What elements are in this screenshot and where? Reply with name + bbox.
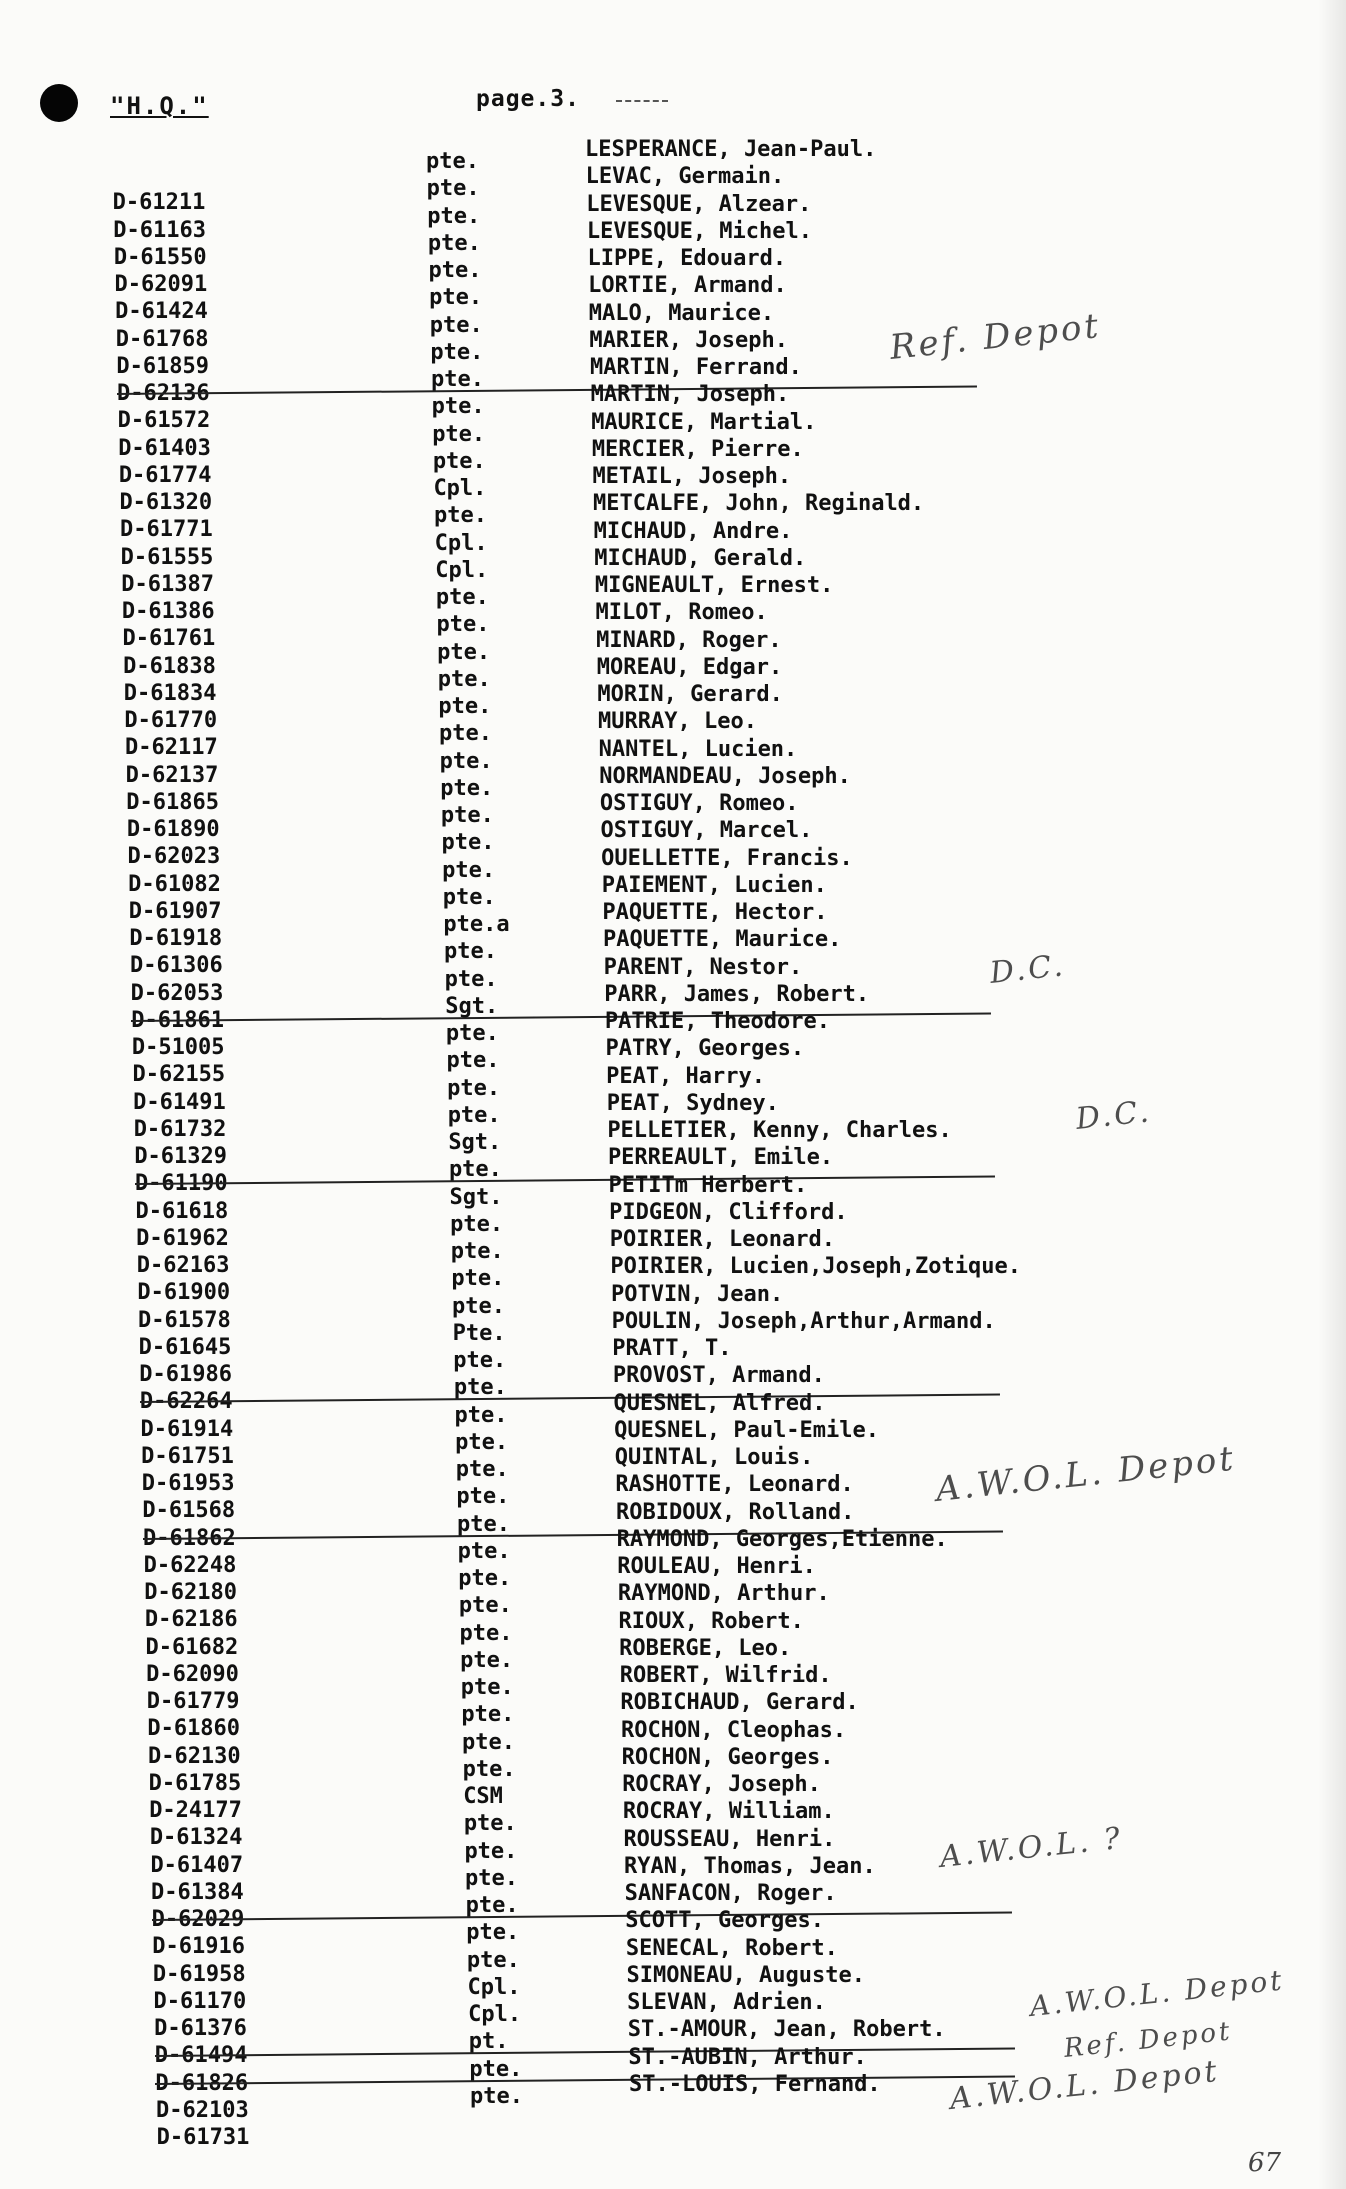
service-number: D-61491: [133, 1089, 226, 1115]
rank: CSM: [463, 1784, 503, 1809]
soldier-name: MICHAUD, Andre.: [593, 518, 793, 544]
service-number: D-61907: [128, 898, 222, 924]
service-number: D-62053: [130, 980, 224, 1006]
soldier-name: LEVESQUE, Michel.: [586, 218, 813, 244]
service-number: D-61751: [141, 1443, 234, 1469]
rank: pte.: [426, 149, 479, 174]
soldier-name: MIGNEAULT, Ernest.: [594, 573, 834, 598]
handwritten-note: A.W.O.L. ?: [938, 1820, 1125, 1875]
rank: Sgt.: [448, 1130, 502, 1155]
service-number: D-62103: [156, 2097, 249, 2123]
rank: pte.: [430, 367, 484, 392]
service-number: D-61916: [152, 1934, 246, 1960]
service-number: D-61770: [124, 708, 218, 733]
soldier-name: QUESNEL, Alfred.: [613, 1390, 826, 1416]
service-number: D-61861: [131, 1007, 224, 1033]
soldier-name: RIOUX, Robert.: [618, 1608, 804, 1634]
rank: pte.: [469, 2056, 523, 2082]
rank: pte.: [452, 1293, 506, 1319]
rank: pte.: [459, 1620, 513, 1646]
soldier-name: POULIN, Joseph,Arthur,Armand.: [611, 1308, 996, 1334]
rank: pte.: [466, 1947, 520, 1973]
handwritten-note: Ref. Depot: [887, 305, 1103, 368]
service-number: D-61387: [121, 571, 215, 597]
service-number: D-61862: [143, 1525, 236, 1551]
service-number: D-61771: [120, 517, 213, 543]
soldier-name: MERCIER, Pierre.: [591, 436, 804, 462]
soldier-name: POIRIER, Leonard.: [609, 1227, 835, 1252]
service-number: D-61768: [115, 326, 209, 352]
rank: Cpl.: [434, 530, 488, 556]
soldier-name: ROUSSEAU, Henri.: [623, 1826, 836, 1852]
rank: pte.: [455, 1429, 509, 1455]
handwritten-note: D.C.: [988, 948, 1068, 991]
soldier-name: LEVESQUE, Alzear.: [586, 191, 812, 217]
service-number: D-61962: [136, 1225, 229, 1251]
service-number: D-61403: [118, 435, 211, 461]
service-number: D-62090: [146, 1661, 239, 1687]
soldier-name: SCOTT, Georges.: [625, 1908, 824, 1934]
soldier-name: LORTIE, Armand.: [588, 273, 787, 299]
soldier-name: OUELLETTE, Francis.: [601, 845, 853, 871]
service-number: D-61424: [115, 299, 208, 325]
soldier-name: NORMANDEAU, Joseph.: [599, 763, 851, 789]
soldier-name: ST.-LOUIS, Fernand.: [629, 2071, 881, 2097]
service-number: D-61731: [156, 2125, 250, 2150]
service-number: D-61376: [154, 2016, 247, 2041]
rank: pte.a: [443, 912, 510, 937]
rank: pte.: [453, 1348, 507, 1373]
soldier-name: MILOT, Romeo.: [595, 600, 768, 626]
service-number: D-61779: [146, 1689, 240, 1714]
rank: pte.: [441, 830, 495, 856]
soldier-name: LEVAC, Germain.: [585, 164, 785, 190]
soldier-name: PATRIE, Theodore.: [604, 1009, 830, 1034]
service-number: D-61859: [116, 353, 210, 379]
soldier-name: PATRY, Georges.: [605, 1036, 805, 1062]
soldier-name: MORIN, Gerard.: [597, 682, 783, 707]
rank: pte.: [447, 1075, 501, 1101]
service-number: D-62155: [132, 1062, 226, 1088]
soldier-name: LESPERANCE, Jean-Paul.: [585, 137, 877, 162]
soldier-name: PAIEMENT, Lucien.: [601, 872, 827, 898]
rank: pte.: [428, 258, 482, 283]
soldier-name: MARIER, Joseph.: [589, 327, 789, 353]
service-number: D-61732: [133, 1116, 227, 1142]
soldier-name: METAIL, Joseph.: [592, 464, 792, 489]
soldier-name: PETITm Herbert.: [608, 1172, 808, 1198]
soldier-name: SLEVAN, Adrien.: [627, 1990, 826, 2015]
service-number: D-61306: [129, 953, 223, 979]
rank: pte.: [458, 1593, 512, 1619]
soldier-name: RAYMOND, Georges,Etienne.: [616, 1526, 948, 1552]
handwritten-note: A.W.O.L. Depot: [1028, 1963, 1286, 2023]
rank: pte.: [439, 748, 493, 774]
soldier-name: SENECAL, Robert.: [625, 1935, 838, 1961]
service-number: D-62136: [116, 381, 210, 406]
service-number: D-62248: [143, 1552, 237, 1578]
rank: pte.: [465, 1893, 519, 1918]
service-number: D-61865: [126, 789, 219, 815]
rank: Sgt.: [449, 1184, 503, 1210]
service-number: D-62186: [144, 1607, 238, 1633]
handwritten-note: Ref. Depot: [1062, 2016, 1234, 2064]
soldier-name: ST.-AMOUR, Jean, Robert.: [627, 2017, 946, 2043]
soldier-name: SIMONEAU, Auguste.: [626, 1962, 865, 1988]
service-number: D-61645: [138, 1334, 232, 1360]
soldier-name: ST.-AUBIN, Arthur.: [628, 2044, 867, 2070]
rank: pte.: [440, 803, 494, 828]
rank: pte.: [429, 312, 483, 338]
soldier-name: MOREAU, Edgar.: [596, 654, 783, 680]
service-number: D-62029: [151, 1907, 245, 1932]
soldier-name: RASHOTTE, Leonard.: [615, 1472, 854, 1498]
service-number: D-61682: [145, 1634, 239, 1660]
rank: pte.: [451, 1266, 505, 1292]
soldier-name: PAQUETTE, Maurice.: [602, 927, 842, 953]
rank: pte.: [443, 939, 497, 965]
rank: pte.: [461, 1702, 515, 1728]
soldier-name: SANFACON, Roger.: [624, 1881, 837, 1906]
service-number: D-61826: [155, 2070, 249, 2096]
rank: pte.: [447, 1102, 501, 1128]
service-number: D-61986: [139, 1362, 232, 1387]
handwritten-note: A.W.O.L. Depot: [933, 1438, 1238, 1510]
handwritten-note: D.C.: [1074, 1094, 1154, 1137]
service-number: D-62023: [127, 844, 221, 870]
rank: pte.: [442, 884, 496, 910]
rank: pte.: [432, 421, 486, 447]
handwritten-note: A.W.O.L. Depot: [948, 2053, 1222, 2117]
soldier-name: ROBICHAUD, Gerard.: [620, 1690, 859, 1716]
service-number: D-61914: [140, 1416, 234, 1442]
soldier-name: ROCRAY, William.: [622, 1799, 835, 1825]
soldier-name: MARTIN, Ferrand.: [589, 355, 802, 380]
rank: pte.: [457, 1511, 510, 1537]
rank: pte.: [434, 503, 488, 529]
service-number: D-61618: [135, 1198, 229, 1224]
rank: pte.: [456, 1484, 510, 1510]
service-number: D-61953: [141, 1471, 235, 1496]
rank: pte.: [437, 666, 491, 692]
rank: pte.: [458, 1566, 512, 1591]
rank: pte.: [450, 1211, 504, 1237]
rank: Cpl.: [433, 476, 487, 501]
service-number: D-61900: [137, 1280, 231, 1306]
page-heading: page.3.: [476, 86, 580, 112]
rank: pte.: [461, 1729, 515, 1755]
rank: pte.: [465, 1865, 519, 1891]
service-number: D-61860: [147, 1716, 241, 1742]
service-number: D-61918: [129, 926, 223, 951]
soldier-name: MICHAUD, Gerald.: [594, 545, 807, 571]
service-number: D-61774: [118, 462, 212, 488]
service-number: D-62163: [136, 1253, 230, 1278]
service-number: D-61838: [123, 653, 216, 679]
service-number: D-62180: [144, 1580, 237, 1605]
service-number: D-51005: [131, 1035, 225, 1060]
soldier-name: PELLETIER, Kenny, Charles.: [607, 1118, 952, 1143]
rank: pte.: [463, 1811, 517, 1837]
service-number: D-61761: [122, 626, 216, 652]
service-number: D-61834: [123, 680, 217, 706]
rank: pte.: [450, 1239, 504, 1264]
rank: pte.: [470, 2083, 523, 2109]
rank: pt.: [468, 2029, 509, 2055]
service-number: D-61320: [119, 490, 213, 515]
service-number: D-61170: [153, 1988, 247, 2014]
soldier-name: ROBERGE, Leo.: [619, 1635, 792, 1661]
service-number: D-61190: [134, 1171, 228, 1197]
service-number: D-61494: [154, 2043, 248, 2069]
soldier-name: PAQUETTE, Hector.: [602, 900, 828, 925]
service-number: D-61568: [142, 1498, 236, 1524]
service-number: D-61324: [149, 1825, 243, 1851]
soldier-name: QUINTAL, Louis.: [614, 1445, 814, 1470]
rank: pte.: [427, 203, 481, 229]
soldier-name: MARTIN, Joseph.: [590, 382, 790, 408]
service-number: D-61211: [112, 190, 206, 216]
rank: Pte.: [452, 1320, 506, 1346]
service-number: D-61785: [148, 1770, 242, 1796]
rank: pte.: [439, 721, 492, 747]
rank: pte.: [427, 230, 481, 256]
rank: pte.: [429, 285, 483, 311]
soldier-name: PEAT, Harry.: [606, 1063, 766, 1089]
service-number: D-62137: [125, 762, 219, 788]
soldier-name: ROBERT, Wilfrid.: [619, 1663, 832, 1688]
soldier-name: ROBIDOUX, Rolland.: [616, 1499, 855, 1525]
service-number: D-62091: [114, 272, 208, 297]
soldier-name: MAURICE, Martial.: [591, 409, 817, 435]
rank: pte.: [453, 1375, 507, 1401]
service-number: D-61550: [113, 244, 207, 270]
soldier-name: POIRIER, Lucien,Joseph,Zotique.: [610, 1254, 1022, 1280]
rank: pte.: [460, 1675, 514, 1700]
rank: pte.: [462, 1756, 516, 1782]
soldier-name: PARENT, Nestor.: [603, 954, 803, 980]
service-number: D-61407: [150, 1852, 244, 1878]
service-number: D-61572: [117, 408, 211, 434]
service-number: D-62117: [125, 735, 218, 761]
service-number: D-62130: [147, 1743, 241, 1769]
rank: Cpl.: [467, 1974, 521, 2000]
rank: pte.: [445, 1021, 499, 1046]
service-number: D-61386: [121, 599, 215, 624]
unit-heading: "H.Q.": [110, 92, 209, 120]
soldier-name: PROVOST, Armand.: [612, 1363, 825, 1389]
rank: pte.: [437, 639, 491, 665]
soldier-name: PIDGEON, Clifford.: [609, 1199, 848, 1225]
service-number: D-61578: [138, 1307, 231, 1333]
corner-page-number: 67: [1248, 2148, 1282, 2178]
soldier-name: QUESNEL, Paul-Emile.: [614, 1417, 880, 1443]
service-number: D-61163: [113, 217, 206, 243]
soldier-name: MINARD, Roger.: [596, 627, 782, 653]
soldier-name: ROCHON, Georges.: [621, 1744, 834, 1770]
soldier-name: ROCHON, Cleophas.: [620, 1717, 847, 1743]
rank: pte.: [442, 857, 496, 883]
service-number: D-62264: [139, 1389, 233, 1415]
service-number: D-61384: [151, 1879, 244, 1905]
soldier-name: RYAN, Thomas, Jean.: [624, 1853, 876, 1879]
rank: pte.: [440, 775, 494, 801]
soldier-name: POTVIN, Jean.: [611, 1281, 784, 1307]
rank: pte.: [466, 1920, 520, 1946]
rank: pte.: [457, 1538, 511, 1564]
rank: pte.: [454, 1402, 508, 1428]
service-number: D-61958: [152, 1961, 246, 1987]
rank: pte.: [444, 966, 498, 992]
rank: pte.: [446, 1048, 500, 1074]
soldier-name: NANTEL, Lucien.: [598, 736, 798, 762]
soldier-name: MURRAY, Leo.: [598, 709, 757, 735]
soldier-name: OSTIGUY, Romeo.: [599, 791, 799, 816]
rank: pte.: [431, 394, 485, 420]
soldier-name: MALO, Maurice.: [588, 300, 775, 326]
soldier-name: PRATT, T.: [612, 1336, 732, 1361]
service-number: D-61082: [128, 871, 221, 897]
rank: pte.: [464, 1838, 518, 1864]
soldier-name: ROCRAY, Joseph.: [622, 1772, 821, 1797]
soldier-name: LIPPE, Edouard.: [587, 246, 787, 271]
rank: pte.: [435, 585, 489, 610]
rank: Cpl.: [435, 557, 489, 583]
service-number: D-61555: [120, 544, 214, 570]
soldier-name: PARR, James, Robert.: [604, 981, 870, 1007]
service-number: D-61890: [126, 817, 220, 842]
rank: pte.: [460, 1647, 514, 1673]
service-number: D-61329: [134, 1144, 228, 1169]
rank: pte.: [455, 1457, 509, 1482]
rank: pte.: [438, 694, 492, 719]
soldier-name: ROULEAU, Henri.: [617, 1554, 816, 1579]
rank: pte.: [426, 176, 480, 202]
rank: pte.: [448, 1157, 502, 1183]
rank: Cpl.: [468, 2002, 522, 2027]
soldier-name: PERREAULT, Emile.: [607, 1145, 834, 1171]
soldier-name: OSTIGUY, Marcel.: [600, 818, 813, 844]
service-number: D-24177: [149, 1798, 242, 1823]
rank: Sgt.: [445, 993, 499, 1019]
soldier-name: METCALFE, John, Reginald.: [593, 491, 925, 517]
soldier-name: PEAT, Sydney.: [606, 1090, 779, 1116]
rank: pte.: [432, 448, 486, 474]
rank: pte.: [430, 339, 484, 365]
rank: pte.: [436, 612, 490, 638]
soldier-name: RAYMOND, Arthur.: [617, 1581, 830, 1607]
